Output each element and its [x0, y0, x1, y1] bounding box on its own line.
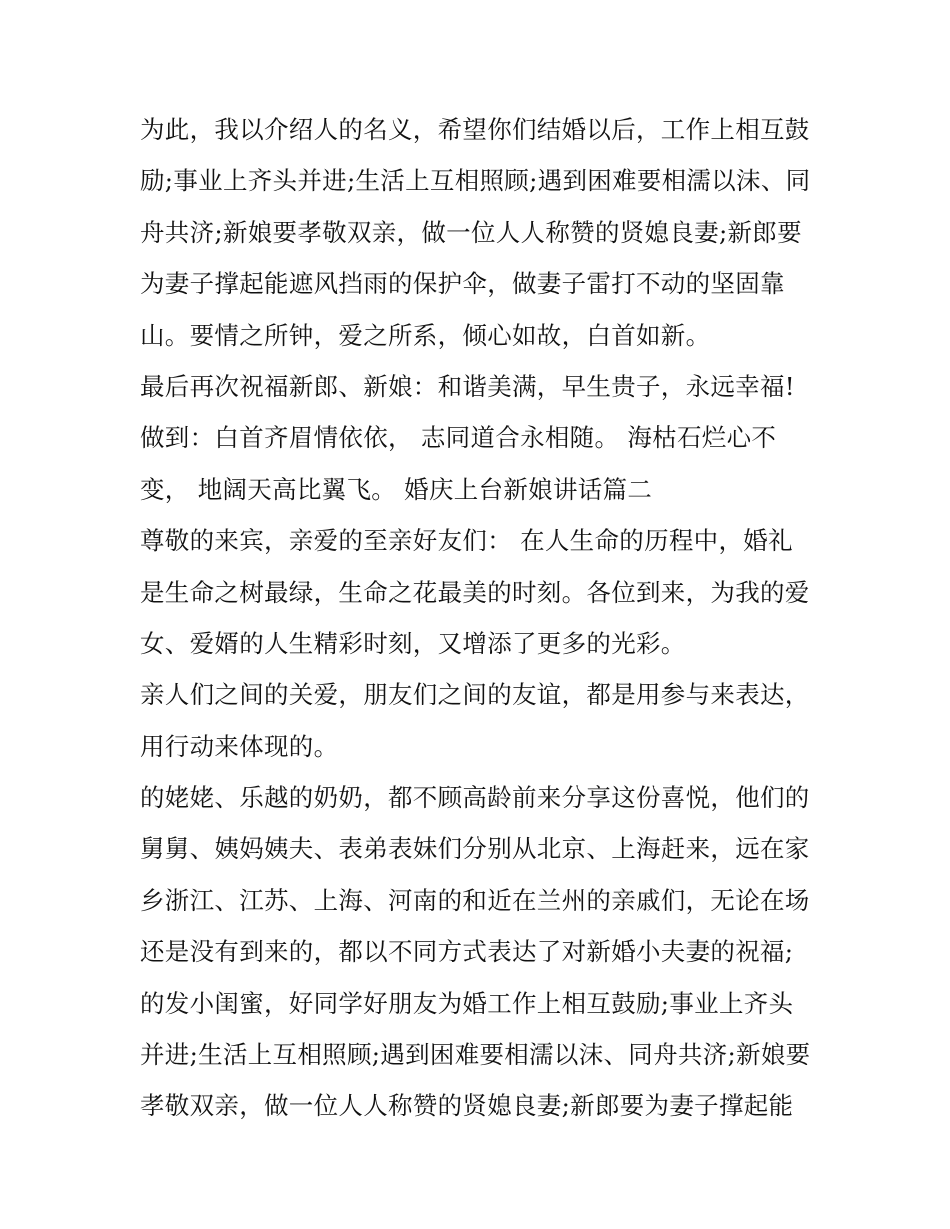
text-line: 为妻子撑起能遮风挡雨的保护伞，做妻子雷打不动的坚固靠: [140, 269, 785, 299]
document-body-text: [140, 104, 830, 1132]
text-line: 的发小闺蜜，好同学好朋友为婚工作上相互鼓励;事业上齐头: [140, 988, 794, 1018]
text-line: 的姥姥、乐越的奶奶，都不顾高龄前来分享这份喜悦，他们的: [140, 783, 810, 813]
text-line: 还是没有到来的，都以不同方式表达了对新婚小夫妻的祝福;: [140, 937, 794, 967]
text-line: 亲人们之间的关爱，朋友们之间的友谊，都是用参与来表达，: [140, 680, 810, 710]
text-line: 是生命之树最绿，生命之花最美的时刻。各位到来，为我的爱: [140, 577, 810, 607]
text-line: 励;事业上齐头并进;生活上互相照顾;遇到困难要相濡以沫、同: [140, 166, 811, 196]
text-line: 舅舅、姨妈姨夫、表弟表妹们分别从北京、上海赶来，远在家: [140, 834, 810, 864]
text-line: 乡浙江、江苏、上海、河南的和近在兰州的亲戚们，无论在场: [140, 885, 810, 915]
text-line: 山。要情之所钟，爱之所系，倾心如故，白首如新。: [140, 320, 711, 350]
text-line: 最后再次祝福新郎、新娘：和谐美满，早生贵子，永远幸福!: [140, 371, 795, 401]
text-line: 女、爱婿的人生精彩时刻，又增添了更多的光彩。: [140, 628, 686, 658]
text-line: 孝敬双亲，做一位人人称赞的贤媳良妻;新郎要为妻子撑起能: [140, 1091, 794, 1121]
text-line: 用行动来体现的。: [140, 731, 339, 761]
text-line: 舟共济;新娘要孝敬双亲，做一位人人称赞的贤媳良妻;新郎要: [140, 217, 802, 247]
text-line: 变， 地阔天高比翼飞。 婚庆上台新娘讲话篇二: [140, 474, 653, 504]
text-line: 为此，我以介绍人的名义，希望你们结婚以后，工作上相互鼓: [140, 115, 810, 144]
text-line: 尊敬的来宾，亲爱的至亲好友们： 在人生命的历程中，婚礼: [140, 526, 793, 556]
text-line: 做到：白首齐眉情依依， 志同道合永相随。 海枯石烂心不: [140, 423, 777, 453]
text-line: 并进;生活上互相照顾;遇到困难要相濡以沫、同舟共济;新娘要: [140, 1040, 811, 1070]
